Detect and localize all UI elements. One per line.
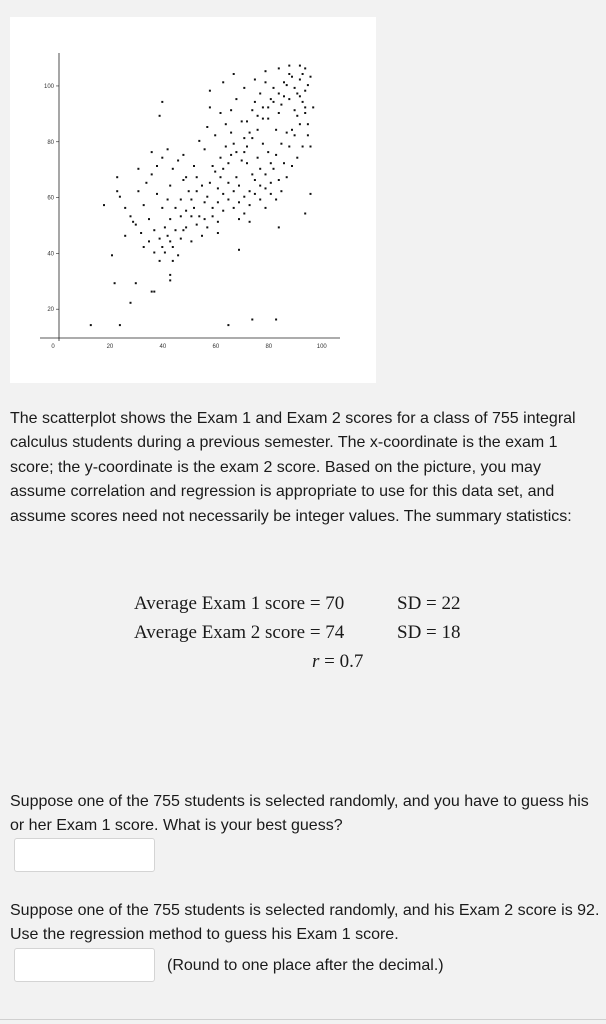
scatter-point bbox=[230, 154, 232, 156]
scatterplot bbox=[10, 17, 376, 383]
scatter-point bbox=[182, 179, 184, 181]
scatter-points bbox=[90, 65, 314, 327]
scatter-point bbox=[190, 240, 192, 242]
scatter-point bbox=[169, 218, 171, 220]
scatter-point bbox=[246, 146, 248, 148]
scatter-point bbox=[235, 98, 237, 100]
scatter-point bbox=[291, 76, 293, 78]
scatter-point bbox=[265, 70, 267, 72]
scatter-point bbox=[302, 73, 304, 75]
scatter-point bbox=[294, 109, 296, 111]
y-tick-label: 80 bbox=[47, 139, 54, 146]
scatter-point bbox=[254, 79, 256, 81]
scatter-point bbox=[220, 112, 222, 114]
scatter-point bbox=[169, 279, 171, 281]
scatter-point bbox=[304, 90, 306, 92]
scatter-point bbox=[257, 129, 259, 131]
scatter-point bbox=[209, 182, 211, 184]
scatter-point bbox=[209, 90, 211, 92]
scatter-point bbox=[209, 106, 211, 108]
scatter-point bbox=[299, 79, 301, 81]
scatter-point bbox=[180, 215, 182, 217]
scatter-point bbox=[288, 65, 290, 67]
scatter-point bbox=[233, 207, 235, 209]
scatter-point bbox=[204, 201, 206, 203]
scatter-point bbox=[235, 176, 237, 178]
correlation-value: = 0.7 bbox=[319, 651, 364, 672]
scatter-point bbox=[167, 199, 169, 201]
scatter-point bbox=[230, 109, 232, 111]
scatter-point bbox=[130, 215, 132, 217]
scatter-point bbox=[137, 190, 139, 192]
scatter-point bbox=[159, 115, 161, 117]
scatter-point bbox=[288, 73, 290, 75]
scatter-point bbox=[286, 132, 288, 134]
scatter-point bbox=[177, 160, 179, 162]
scatter-point bbox=[249, 204, 251, 206]
scatter-point bbox=[262, 143, 264, 145]
scatter-point bbox=[280, 143, 282, 145]
y-tick-label: 40 bbox=[47, 251, 54, 258]
rounding-note: (Round to one place after the decimal.) bbox=[167, 957, 444, 974]
scatter-point bbox=[265, 81, 267, 83]
scatter-point bbox=[161, 207, 163, 209]
y-tick-label: 20 bbox=[47, 307, 54, 314]
question-1-text: Suppose one of the 755 students is selected randomly, and you have to guess his or her Exam 1 score. What is your best guess? bbox=[10, 793, 589, 835]
scatter-point bbox=[302, 146, 304, 148]
scatter-point bbox=[185, 176, 187, 178]
scatter-point bbox=[137, 168, 139, 170]
scatter-point bbox=[204, 148, 206, 150]
scatter-point bbox=[222, 210, 224, 212]
scatter-point bbox=[212, 215, 214, 217]
correlation-symbol: r bbox=[312, 651, 320, 672]
scatter-point bbox=[259, 185, 261, 187]
scatter-point bbox=[238, 249, 240, 251]
scatter-point bbox=[222, 168, 224, 170]
correlation bbox=[312, 648, 363, 676]
scatter-point bbox=[233, 143, 235, 145]
scatter-point bbox=[249, 221, 251, 223]
scatter-point bbox=[140, 232, 142, 234]
scatter-point bbox=[304, 112, 306, 114]
scatter-point bbox=[196, 190, 198, 192]
scatter-point bbox=[167, 148, 169, 150]
scatter-point bbox=[148, 240, 150, 242]
exam1-average: Average Exam 1 score = 70 bbox=[134, 593, 345, 614]
scatter-point bbox=[196, 224, 198, 226]
scatter-point bbox=[196, 176, 198, 178]
scatter-point bbox=[135, 282, 137, 284]
scatter-point bbox=[273, 101, 275, 103]
scatter-point bbox=[206, 226, 208, 228]
scatter-point bbox=[307, 134, 309, 136]
scatter-point bbox=[206, 196, 208, 198]
scatter-point bbox=[278, 226, 280, 228]
scatter-point bbox=[169, 240, 171, 242]
scatter-point bbox=[217, 187, 219, 189]
answer-input-1[interactable] bbox=[14, 838, 155, 872]
scatter-point bbox=[217, 232, 219, 234]
scatter-point bbox=[193, 207, 195, 209]
scatter-point bbox=[116, 176, 118, 178]
scatter-point bbox=[227, 162, 229, 164]
scatter-point bbox=[167, 235, 169, 237]
scatter-point bbox=[278, 93, 280, 95]
x-tick-label: 20 bbox=[106, 344, 114, 350]
scatter-point bbox=[235, 151, 237, 153]
exam2-average: Average Exam 2 score = 74 bbox=[134, 622, 345, 643]
scatter-point bbox=[296, 115, 298, 117]
scatter-point bbox=[161, 101, 163, 103]
exam1-sd: SD = 22 bbox=[397, 593, 461, 614]
scatter-point bbox=[180, 199, 182, 201]
scatter-point bbox=[270, 98, 272, 100]
scatter-point bbox=[296, 157, 298, 159]
scatter-point bbox=[156, 165, 158, 167]
scatter-point bbox=[259, 199, 261, 201]
scatter-point bbox=[286, 84, 288, 86]
scatter-point bbox=[259, 168, 261, 170]
scatter-point bbox=[151, 173, 153, 175]
exam2-stats bbox=[134, 619, 461, 647]
scatter-point bbox=[201, 185, 203, 187]
scatter-point bbox=[227, 324, 229, 326]
scatter-point bbox=[161, 246, 163, 248]
scatter-point bbox=[177, 254, 179, 256]
scatter-point bbox=[273, 168, 275, 170]
scatter-point bbox=[312, 106, 314, 108]
scatter-point bbox=[145, 182, 147, 184]
scatter-point bbox=[190, 199, 192, 201]
scatterplot-card bbox=[10, 17, 376, 383]
scatter-point bbox=[304, 213, 306, 215]
y-tick-label: 100 bbox=[43, 83, 54, 90]
scatter-point bbox=[204, 218, 206, 220]
scatter-point bbox=[275, 154, 277, 156]
scatter-point bbox=[246, 162, 248, 164]
scatter-point bbox=[251, 319, 253, 321]
scatter-point bbox=[288, 146, 290, 148]
scatter-point bbox=[275, 199, 277, 201]
scatter-point bbox=[217, 201, 219, 203]
scatter-point bbox=[302, 101, 304, 103]
scatter-point bbox=[254, 101, 256, 103]
scatter-point bbox=[230, 132, 232, 134]
scatter-point bbox=[267, 151, 269, 153]
scatter-point bbox=[153, 229, 155, 231]
scatter-point bbox=[159, 260, 161, 262]
scatter-point bbox=[310, 76, 312, 78]
exam1-stats bbox=[134, 590, 461, 618]
scatter-point bbox=[299, 65, 301, 67]
y-tick-label: 60 bbox=[47, 195, 54, 202]
scatter-point bbox=[111, 254, 113, 256]
scatter-point bbox=[299, 95, 301, 97]
scatter-point bbox=[151, 291, 153, 293]
scatter-point bbox=[243, 213, 245, 215]
scatter-point bbox=[273, 87, 275, 89]
scatter-point bbox=[310, 193, 312, 195]
scatter-point bbox=[280, 190, 282, 192]
scatter-point bbox=[185, 226, 187, 228]
scatter-point bbox=[238, 218, 240, 220]
scatter-point bbox=[148, 218, 150, 220]
scatter-point bbox=[257, 115, 259, 117]
scatter-point bbox=[114, 282, 116, 284]
scatter-point bbox=[169, 185, 171, 187]
scatter-point bbox=[257, 157, 259, 159]
y-axis-ticks bbox=[44, 84, 59, 313]
scatter-point bbox=[267, 118, 269, 120]
scatter-point bbox=[214, 171, 216, 173]
scatter-point bbox=[212, 165, 214, 167]
scatter-point bbox=[275, 319, 277, 321]
scatter-point bbox=[294, 134, 296, 136]
scatter-point bbox=[156, 193, 158, 195]
scatter-point bbox=[135, 224, 137, 226]
scatter-point bbox=[251, 173, 253, 175]
x-tick-label: 80 bbox=[265, 344, 273, 350]
scatter-point bbox=[198, 215, 200, 217]
scatter-point bbox=[151, 151, 153, 153]
scatter-point bbox=[116, 190, 118, 192]
scatter-point bbox=[278, 112, 280, 114]
scatter-point bbox=[304, 106, 306, 108]
scatter-point bbox=[265, 187, 267, 189]
scatter-point bbox=[227, 199, 229, 201]
scatter-point bbox=[280, 104, 282, 106]
scatter-point bbox=[153, 291, 155, 293]
scatter-point bbox=[90, 324, 92, 326]
scatter-point bbox=[124, 207, 126, 209]
scatter-point bbox=[225, 123, 227, 125]
scatter-point bbox=[222, 81, 224, 83]
scatter-point bbox=[299, 123, 301, 125]
scatter-point bbox=[190, 215, 192, 217]
scatter-point bbox=[193, 165, 195, 167]
scatter-point bbox=[278, 179, 280, 181]
scatter-point bbox=[270, 182, 272, 184]
scatter-point bbox=[198, 140, 200, 142]
x-axis-ticks bbox=[51, 344, 327, 350]
scatter-point bbox=[217, 221, 219, 223]
scatter-point bbox=[251, 137, 253, 139]
scatter-point bbox=[294, 87, 296, 89]
scatter-point bbox=[291, 129, 293, 131]
scatter-point bbox=[275, 129, 277, 131]
scatter-point bbox=[249, 132, 251, 134]
scatter-point bbox=[307, 84, 309, 86]
x-tick-label: 0 bbox=[51, 344, 55, 350]
scatter-point bbox=[262, 106, 264, 108]
scatter-point bbox=[251, 109, 253, 111]
scatter-point bbox=[164, 226, 166, 228]
scatter-point bbox=[246, 120, 248, 122]
x-tick-label: 60 bbox=[212, 344, 220, 350]
scatter-point bbox=[201, 235, 203, 237]
problem-description: The scatterplot shows the Exam 1 and Exam 2 scores for a class of 755 integral calculus students during a previous semester. The x-coordinate is the exam 1 score; the y-coordinate is the exam 2 score. Based on the picture, you may assume correlation and regression is appropriate to use for this data set, and assume scores need not necessarily be integer values. The summary statistics: bbox=[10, 410, 576, 525]
scatter-point bbox=[206, 126, 208, 128]
scatter-point bbox=[241, 160, 243, 162]
scatter-point bbox=[180, 238, 182, 240]
scatter-point bbox=[220, 176, 222, 178]
scatter-point bbox=[243, 137, 245, 139]
scatter-point bbox=[172, 246, 174, 248]
scatter-point bbox=[132, 221, 134, 223]
scatter-point bbox=[249, 190, 251, 192]
scatter-point bbox=[233, 73, 235, 75]
scatter-point bbox=[262, 118, 264, 120]
scatter-point bbox=[222, 193, 224, 195]
scatter-point bbox=[243, 87, 245, 89]
scatter-point bbox=[119, 196, 121, 198]
scatter-point bbox=[124, 235, 126, 237]
scatter-point bbox=[130, 302, 132, 304]
scatter-point bbox=[283, 81, 285, 83]
scatter-point bbox=[143, 204, 145, 206]
scatter-point bbox=[265, 173, 267, 175]
scatter-point bbox=[185, 210, 187, 212]
scatter-point bbox=[175, 207, 177, 209]
exam2-sd: SD = 18 bbox=[397, 622, 461, 643]
scatter-point bbox=[143, 246, 145, 248]
scatter-point bbox=[243, 151, 245, 153]
scatter-point bbox=[304, 67, 306, 69]
divider bbox=[0, 1019, 606, 1020]
question-2-text: Suppose one of the 755 students is selected randomly, and his Exam 2 score is 92. Use the regression method to guess his Exam 1 score. bbox=[10, 902, 600, 944]
scatter-point bbox=[254, 179, 256, 181]
scatter-point bbox=[172, 260, 174, 262]
scatter-point bbox=[212, 207, 214, 209]
scatter-point bbox=[220, 157, 222, 159]
scatter-point bbox=[243, 196, 245, 198]
scatter-point bbox=[159, 238, 161, 240]
scatter-point bbox=[164, 252, 166, 254]
scatter-point bbox=[283, 162, 285, 164]
scatter-point bbox=[238, 185, 240, 187]
scatter-point bbox=[270, 162, 272, 164]
scatter-point bbox=[286, 176, 288, 178]
scatter-point bbox=[188, 190, 190, 192]
scatter-point bbox=[288, 98, 290, 100]
scatter-point bbox=[227, 182, 229, 184]
x-tick-label: 40 bbox=[159, 344, 167, 350]
scatter-point bbox=[225, 146, 227, 148]
scatter-point bbox=[161, 157, 163, 159]
scatter-point bbox=[267, 106, 269, 108]
scatter-point bbox=[259, 93, 261, 95]
scatter-point bbox=[153, 252, 155, 254]
scatter-point bbox=[119, 324, 121, 326]
scatter-point bbox=[270, 193, 272, 195]
scatter-point bbox=[169, 274, 171, 276]
scatter-point bbox=[278, 67, 280, 69]
scatter-point bbox=[254, 193, 256, 195]
scatter-point bbox=[172, 168, 174, 170]
scatter-point bbox=[214, 134, 216, 136]
scatter-point bbox=[241, 120, 243, 122]
scatter-point bbox=[291, 165, 293, 167]
scatter-point bbox=[175, 229, 177, 231]
scatter-point bbox=[103, 204, 105, 206]
scatter-point bbox=[283, 95, 285, 97]
scatter-point bbox=[182, 229, 184, 231]
answer-input-2[interactable] bbox=[14, 948, 155, 982]
scatter-point bbox=[238, 201, 240, 203]
scatter-point bbox=[182, 154, 184, 156]
scatter-point bbox=[233, 190, 235, 192]
scatter-point bbox=[265, 207, 267, 209]
scatter-point bbox=[310, 146, 312, 148]
scatter-point bbox=[296, 93, 298, 95]
scatter-point bbox=[307, 123, 309, 125]
x-tick-label: 100 bbox=[316, 344, 327, 350]
